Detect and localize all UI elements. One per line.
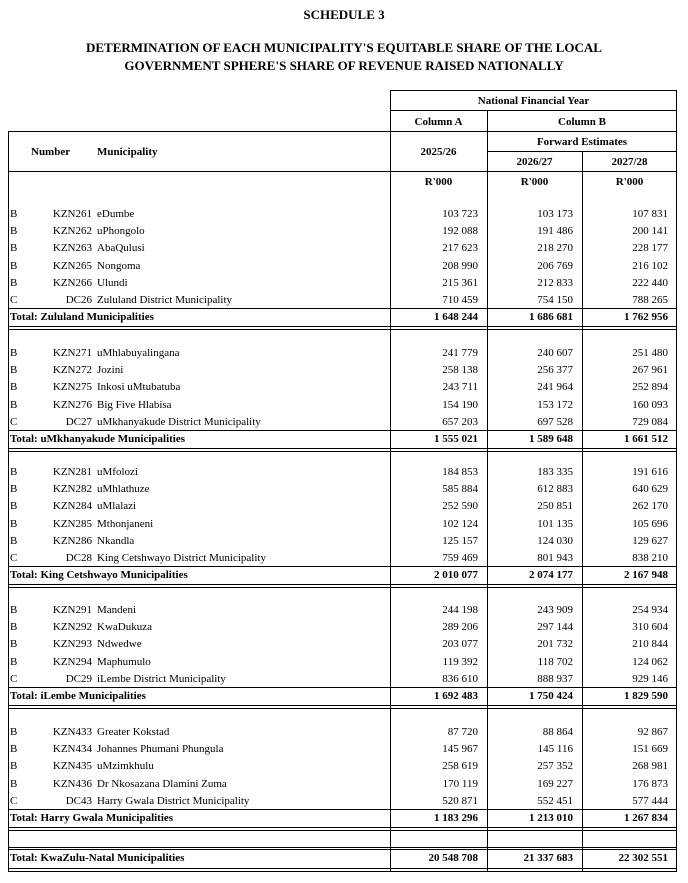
value-2026-27: 552 451 bbox=[537, 794, 573, 807]
category-code: B bbox=[10, 655, 18, 668]
value-2025-26: 217 623 bbox=[442, 242, 478, 255]
value-2027-28: 222 440 bbox=[632, 276, 668, 289]
value-2025-26: 836 610 bbox=[442, 672, 478, 685]
rule bbox=[390, 90, 391, 872]
value-2026-27: 103 173 bbox=[537, 208, 573, 220]
rule bbox=[8, 451, 677, 452]
municipality-number: KZN285 bbox=[52, 517, 92, 530]
category-code: B bbox=[10, 517, 18, 530]
subtotal-2025-26: 1 183 296 bbox=[434, 812, 478, 824]
value-2026-27: 191 486 bbox=[537, 225, 573, 238]
rule bbox=[8, 830, 677, 831]
category-code: B bbox=[10, 364, 18, 377]
value-2026-27: 257 352 bbox=[537, 760, 573, 773]
municipality-number: KZN281 bbox=[52, 466, 92, 478]
rule bbox=[8, 868, 677, 869]
grand-total-2026-27: 21 337 683 bbox=[523, 852, 573, 864]
value-2026-27: 297 144 bbox=[537, 621, 573, 634]
value-2027-28: 129 627 bbox=[632, 534, 668, 547]
heading-line-2: GOVERNMENT SPHERE'S SHARE OF REVENUE RAISED NATIONALLY bbox=[124, 58, 564, 73]
value-2026-27: 153 172 bbox=[537, 398, 573, 411]
category-code: B bbox=[10, 225, 18, 238]
municipality-number: KZN436 bbox=[52, 777, 92, 790]
municipality-name: AbaQulusi bbox=[97, 242, 145, 255]
value-2026-27: 243 909 bbox=[537, 604, 573, 616]
value-2025-26: 154 190 bbox=[442, 398, 478, 411]
category-code: B bbox=[10, 347, 18, 359]
municipality-name: uMzimkhulu bbox=[97, 760, 154, 773]
rule bbox=[8, 847, 677, 848]
municipality-number: DC28 bbox=[65, 552, 92, 564]
category-code: B bbox=[10, 500, 18, 513]
category-code: B bbox=[10, 726, 18, 738]
value-2025-26: 208 990 bbox=[442, 259, 478, 272]
value-2027-28: 267 961 bbox=[632, 364, 668, 377]
subtotal-2027-28: 1 267 834 bbox=[624, 812, 668, 824]
subtotal-2027-28: 2 167 948 bbox=[624, 569, 668, 582]
category-code: B bbox=[10, 381, 18, 394]
rule bbox=[8, 587, 677, 588]
category-code: B bbox=[10, 760, 18, 773]
value-2025-26: 125 157 bbox=[442, 534, 478, 547]
municipality-name: uMhlathuze bbox=[97, 483, 150, 496]
municipality-number: KZN284 bbox=[52, 500, 92, 513]
value-2027-28: 640 629 bbox=[632, 483, 668, 496]
municipality-name: Jozini bbox=[97, 364, 124, 377]
value-2025-26: 87 720 bbox=[447, 726, 478, 738]
value-2025-26: 710 459 bbox=[442, 294, 478, 306]
subtotal-2027-28: 1 829 590 bbox=[624, 690, 668, 702]
municipality-name: Zululand District Municipality bbox=[97, 294, 233, 306]
value-2025-26: 103 723 bbox=[442, 208, 478, 220]
value-2025-26: 252 590 bbox=[442, 500, 478, 513]
value-2027-28: 268 981 bbox=[632, 760, 668, 773]
value-2025-26: 244 198 bbox=[442, 604, 478, 616]
value-2027-28: 92 867 bbox=[637, 726, 668, 738]
rule bbox=[676, 90, 677, 872]
category-code: B bbox=[10, 534, 18, 547]
category-code: B bbox=[10, 276, 18, 289]
subtotal-2025-26: 1 648 244 bbox=[434, 311, 478, 324]
grand-total-2025-26: 20 548 708 bbox=[428, 852, 478, 864]
municipality-number: KZN294 bbox=[52, 655, 92, 668]
rule bbox=[8, 809, 677, 810]
rule bbox=[8, 131, 677, 132]
header-year-2025-26: 2025/26 bbox=[420, 146, 457, 158]
heading-line-1: DETERMINATION OF EACH MUNICIPALITY'S EQUITABLE SHARE OF THE LOCAL bbox=[86, 40, 602, 55]
header-national-financial-year: National Financial Year bbox=[477, 95, 590, 107]
value-2026-27: 218 270 bbox=[537, 242, 573, 255]
unit-label-2027-28: R'000 bbox=[615, 176, 644, 188]
municipality-name: Mandeni bbox=[97, 604, 137, 616]
category-code: C bbox=[10, 415, 18, 428]
subtotal-2026-27: 1 686 681 bbox=[529, 311, 573, 324]
value-2027-28: 254 934 bbox=[632, 604, 668, 616]
header-year-2027-28: 2027/28 bbox=[611, 156, 648, 168]
subtotal-2026-27: 2 074 177 bbox=[529, 569, 573, 582]
subtotal-label: Total: uMkhanyakude Municipalities bbox=[10, 433, 186, 445]
value-2025-26: 759 469 bbox=[442, 552, 478, 564]
rule bbox=[8, 708, 677, 709]
subtotal-2026-27: 1 750 424 bbox=[529, 690, 573, 702]
rule bbox=[390, 90, 677, 91]
municipality-number: KZN262 bbox=[52, 225, 92, 238]
rule bbox=[8, 326, 677, 327]
value-2027-28: 200 141 bbox=[632, 225, 668, 238]
category-code: C bbox=[10, 294, 18, 306]
value-2027-28: 160 093 bbox=[632, 398, 668, 411]
municipality-number: KZN266 bbox=[52, 276, 92, 289]
category-code: C bbox=[10, 672, 18, 685]
value-2026-27: 118 702 bbox=[537, 655, 573, 668]
value-2027-28: 124 062 bbox=[632, 655, 668, 668]
value-2026-27: 101 135 bbox=[537, 517, 573, 530]
municipality-name: uMlalazi bbox=[97, 500, 137, 513]
category-code: B bbox=[10, 208, 18, 220]
value-2025-26: 192 088 bbox=[442, 225, 478, 238]
subtotal-label: Total: Harry Gwala Municipalities bbox=[10, 812, 174, 824]
header-number: Number bbox=[31, 146, 71, 158]
value-2025-26: 170 119 bbox=[442, 777, 478, 790]
value-2026-27: 201 732 bbox=[537, 638, 573, 651]
category-code: B bbox=[10, 777, 18, 790]
municipality-number: KZN276 bbox=[52, 398, 92, 411]
subtotal-2026-27: 1 213 010 bbox=[529, 812, 573, 824]
rule bbox=[8, 131, 9, 872]
value-2027-28: 729 084 bbox=[632, 415, 668, 428]
value-2027-28: 577 444 bbox=[632, 794, 668, 807]
municipality-number: DC29 bbox=[65, 672, 92, 685]
subtotal-2026-27: 1 589 648 bbox=[529, 433, 573, 445]
municipality-number: KZN282 bbox=[52, 483, 92, 496]
municipality-name: KwaDukuza bbox=[97, 621, 152, 634]
value-2027-28: 151 669 bbox=[632, 743, 668, 756]
municipality-name: Inkosi uMtubatuba bbox=[97, 381, 181, 394]
rule bbox=[8, 584, 677, 585]
value-2025-26: 258 619 bbox=[442, 760, 478, 773]
value-2025-26: 102 124 bbox=[442, 517, 478, 530]
category-code: C bbox=[10, 794, 18, 807]
category-code: B bbox=[10, 242, 18, 255]
schedule-title: SCHEDULE 3 bbox=[303, 7, 385, 22]
municipality-number: KZN433 bbox=[52, 726, 92, 738]
municipality-name: eDumbe bbox=[97, 208, 135, 220]
header-forward-estimates: Forward Estimates bbox=[536, 136, 628, 148]
municipality-number: DC26 bbox=[65, 294, 92, 306]
rule bbox=[8, 430, 677, 431]
municipality-number: KZN434 bbox=[52, 743, 92, 756]
municipality-name: King Cetshwayo District Municipality bbox=[97, 552, 266, 564]
header-column-a: Column A bbox=[414, 116, 463, 128]
value-2027-28: 191 616 bbox=[632, 466, 668, 478]
value-2026-27: 206 769 bbox=[537, 259, 573, 272]
category-code: B bbox=[10, 466, 18, 478]
value-2027-28: 262 170 bbox=[632, 500, 668, 513]
value-2025-26: 657 203 bbox=[442, 415, 478, 428]
category-code: B bbox=[10, 621, 18, 634]
value-2027-28: 176 873 bbox=[632, 777, 668, 790]
rule bbox=[8, 171, 677, 172]
municipality-number: KZN286 bbox=[52, 534, 92, 547]
value-2026-27: 801 943 bbox=[537, 552, 573, 564]
value-2026-27: 888 937 bbox=[537, 672, 573, 685]
municipality-name: Big Five Hlabisa bbox=[97, 398, 172, 411]
municipality-name: uMhlabuyalingana bbox=[97, 347, 180, 359]
unit-label-column-a: R'000 bbox=[424, 176, 453, 188]
category-code: B bbox=[10, 604, 18, 616]
value-2026-27: 612 883 bbox=[537, 483, 573, 496]
municipality-number: KZN265 bbox=[52, 259, 92, 272]
subtotal-2027-28: 1 762 956 bbox=[624, 311, 668, 324]
municipality-name: Johannes Phumani Phungula bbox=[97, 743, 224, 756]
value-2026-27: 241 964 bbox=[537, 381, 573, 394]
subtotal-label: Total: iLembe Municipalities bbox=[10, 690, 146, 702]
value-2025-26: 145 967 bbox=[442, 743, 478, 756]
municipality-number: KZN291 bbox=[52, 604, 92, 616]
municipality-number: KZN271 bbox=[52, 347, 92, 359]
subtotal-2025-26: 2 010 077 bbox=[434, 569, 478, 582]
rule bbox=[8, 329, 677, 330]
rule bbox=[8, 308, 677, 309]
value-2026-27: 697 528 bbox=[537, 415, 573, 428]
municipality-number: DC27 bbox=[65, 415, 92, 428]
header-municipality: Municipality bbox=[97, 146, 158, 158]
category-code: B bbox=[10, 743, 18, 756]
rule bbox=[8, 849, 677, 850]
municipality-name: uMfolozi bbox=[97, 466, 138, 478]
category-code: B bbox=[10, 398, 18, 411]
municipality-name: Nkandla bbox=[97, 534, 135, 547]
value-2025-26: 241 779 bbox=[442, 347, 478, 359]
municipality-number: KZN272 bbox=[52, 364, 92, 377]
municipality-name: Nongoma bbox=[97, 259, 141, 272]
value-2027-28: 310 604 bbox=[632, 621, 668, 634]
header-year-2026-27: 2026/27 bbox=[516, 156, 553, 168]
municipality-number: KZN435 bbox=[52, 760, 92, 773]
grand-total-2027-28: 22 302 551 bbox=[618, 852, 668, 864]
municipality-number: DC43 bbox=[65, 794, 92, 807]
value-2025-26: 243 711 bbox=[442, 381, 478, 394]
value-2026-27: 212 833 bbox=[537, 276, 573, 289]
value-2026-27: 183 335 bbox=[537, 466, 573, 478]
category-code: B bbox=[10, 483, 18, 496]
value-2026-27: 145 116 bbox=[537, 743, 573, 756]
value-2025-26: 585 884 bbox=[442, 483, 478, 496]
value-2027-28: 210 844 bbox=[632, 638, 668, 651]
municipality-name: Maphumulo bbox=[97, 655, 151, 668]
rule bbox=[8, 827, 677, 828]
rule bbox=[390, 110, 677, 111]
municipality-name: Harry Gwala District Municipality bbox=[97, 794, 250, 807]
rule bbox=[487, 110, 488, 872]
value-2025-26: 258 138 bbox=[442, 364, 478, 377]
rule bbox=[8, 687, 677, 688]
subtotal-2025-26: 1 692 483 bbox=[434, 690, 478, 702]
header-column-b: Column B bbox=[558, 116, 606, 128]
municipality-name: iLembe District Municipality bbox=[97, 672, 226, 685]
unit-label-2026-27: R'000 bbox=[520, 176, 549, 188]
municipality-number: KZN275 bbox=[52, 381, 92, 394]
value-2026-27: 169 227 bbox=[537, 777, 573, 790]
municipality-name: Dr Nkosazana Dlamini Zuma bbox=[97, 777, 227, 790]
municipality-number: KZN261 bbox=[52, 208, 92, 220]
value-2026-27: 754 150 bbox=[537, 294, 573, 306]
subtotal-2025-26: 1 555 021 bbox=[434, 433, 478, 445]
municipality-name: Ulundi bbox=[97, 276, 128, 289]
value-2027-28: 929 146 bbox=[632, 672, 668, 685]
municipality-name: Greater Kokstad bbox=[97, 726, 170, 738]
value-2027-28: 788 265 bbox=[632, 294, 668, 306]
municipality-name: uMkhanyakude District Municipality bbox=[97, 415, 261, 428]
value-2026-27: 256 377 bbox=[537, 364, 573, 377]
subtotal-2027-28: 1 661 512 bbox=[624, 433, 668, 445]
municipality-name: Mthonjaneni bbox=[97, 517, 154, 530]
subtotal-label: Total: King Cetshwayo Municipalities bbox=[10, 569, 188, 582]
value-2025-26: 289 206 bbox=[442, 621, 478, 634]
rule bbox=[8, 705, 677, 706]
subtotal-label: Total: Zululand Municipalities bbox=[10, 311, 154, 324]
municipality-number: KZN292 bbox=[52, 621, 92, 634]
grand-total-label: Total: KwaZulu-Natal Municipalities bbox=[10, 852, 185, 864]
value-2027-28: 216 102 bbox=[632, 259, 668, 272]
category-code: C bbox=[10, 552, 18, 564]
category-code: B bbox=[10, 259, 18, 272]
value-2027-28: 838 210 bbox=[632, 552, 668, 564]
municipality-name: uPhongolo bbox=[97, 225, 145, 238]
value-2027-28: 251 480 bbox=[632, 347, 668, 359]
value-2026-27: 250 851 bbox=[537, 500, 573, 513]
municipality-name: Ndwedwe bbox=[97, 638, 142, 651]
value-2025-26: 184 853 bbox=[442, 466, 478, 478]
value-2027-28: 252 894 bbox=[632, 381, 668, 394]
rule bbox=[8, 448, 677, 449]
rule bbox=[8, 566, 677, 567]
value-2027-28: 228 177 bbox=[632, 242, 668, 255]
value-2025-26: 119 392 bbox=[442, 655, 478, 668]
value-2026-27: 240 607 bbox=[537, 347, 573, 359]
value-2026-27: 88 864 bbox=[542, 726, 573, 738]
rule bbox=[8, 871, 677, 872]
value-2026-27: 124 030 bbox=[537, 534, 573, 547]
municipality-number: KZN263 bbox=[52, 242, 92, 255]
value-2027-28: 107 831 bbox=[632, 208, 668, 220]
value-2025-26: 203 077 bbox=[442, 638, 478, 651]
rule bbox=[582, 151, 583, 872]
value-2027-28: 105 696 bbox=[632, 517, 668, 530]
municipality-number: KZN293 bbox=[52, 638, 92, 651]
value-2025-26: 520 871 bbox=[442, 794, 478, 807]
value-2025-26: 215 361 bbox=[442, 276, 478, 289]
category-code: B bbox=[10, 638, 18, 651]
